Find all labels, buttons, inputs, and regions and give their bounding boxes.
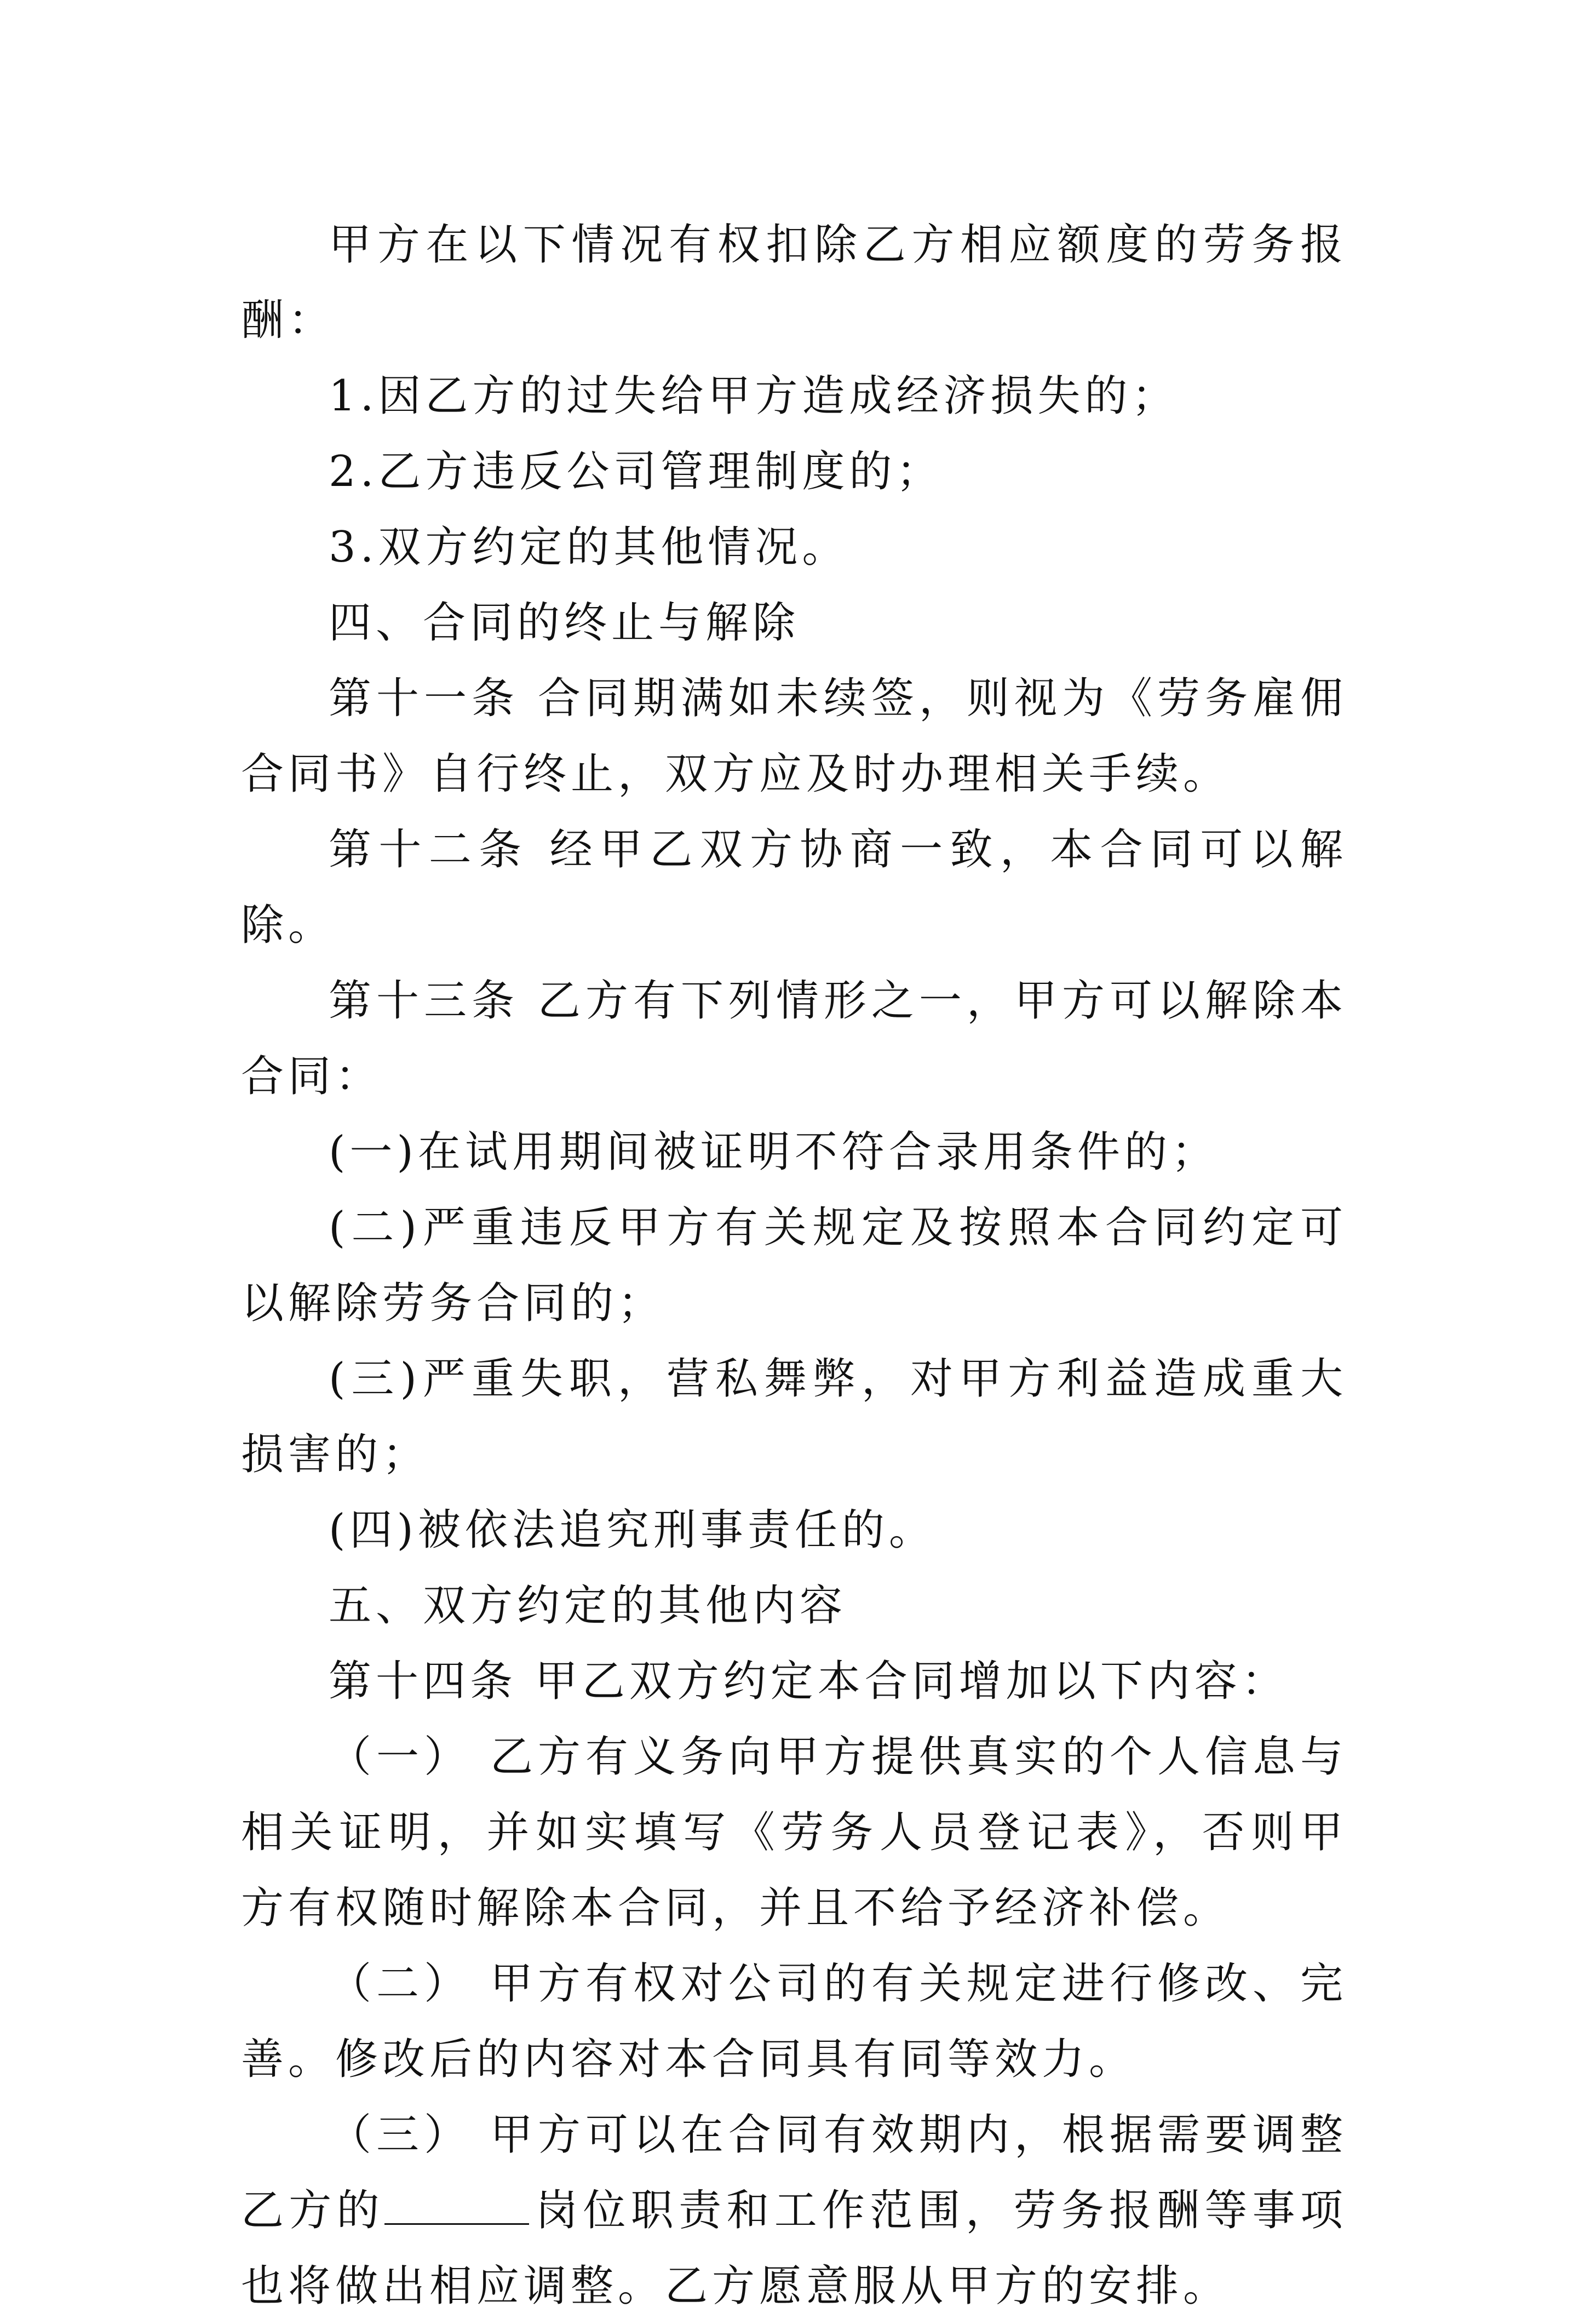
article-13-item-3: (三)严重失职，营私舞弊，对甲方利益造成重大损害的； [241, 1354, 1347, 1479]
article-11: 第十一条 合同期满如未续签，则视为《劳务雇佣合同书》自行终止，双方应及时办理相关手续。 [241, 674, 1347, 799]
article-12: 第十二条 经甲乙双方协商一致，本合同可以解除。 [241, 825, 1347, 950]
section-heading-termination: 四、合同的终止与解除 [329, 598, 800, 648]
paragraph-deduction-intro: 甲方在以下情况有权扣除乙方相应额度的劳务报酬： [241, 220, 1347, 345]
article-13-item-2: (二)严重违反甲方有关规定及按照本合同约定可以解除劳务合同的； [241, 1203, 1347, 1328]
paragraph-deduction-item-3: 3.双方约定的其他情况。 [329, 523, 849, 572]
article-14-item-1: （一） 乙方有义务向甲方提供真实的个人信息与相关证明，并如实填写《劳务人员登记表》，否则甲方有权随时解除本合同，并且不给予经济补偿。 [241, 1732, 1347, 1933]
article-13-item-1: (一)在试用期间被证明不符合录用条件的； [329, 1127, 1219, 1177]
article-14: 第十四条 甲乙双方约定本合同增加以下内容： [329, 1657, 1289, 1706]
article-13: 第十三条 乙方有下列情形之一，甲方可以解除本合同： [241, 976, 1347, 1101]
paragraph-deduction-item-2: 2.乙方违反公司管理制度的； [329, 447, 944, 496]
article-14-item-3-part2: 岗位职责和工作范围，劳务报酬等事项也将做出相应调整。乙方愿意服从甲方的安排。 [241, 2186, 1347, 2311]
article-14-item-3 [241, 2097, 1347, 2324]
article-14-item-2: （二） 甲方有权对公司的有关规定进行修改、完善。修改后的内容对本合同具有同等效力。 [241, 1959, 1347, 2084]
paragraph-deduction-item-1: 1.因乙方的过失给甲方造成经济损失的； [329, 371, 1179, 421]
article-14-item-3-part1: （三） 甲方可以在合同有效期内，根据需要调整乙方的 [241, 2110, 1347, 2235]
fill-in-blank-line[interactable] [384, 2183, 529, 2225]
section-heading-other: 五、双方约定的其他内容 [329, 1581, 847, 1630]
article-13-item-4: (四)被依法追究刑事责任的。 [329, 1506, 936, 1555]
document-body [241, 207, 1347, 2324]
